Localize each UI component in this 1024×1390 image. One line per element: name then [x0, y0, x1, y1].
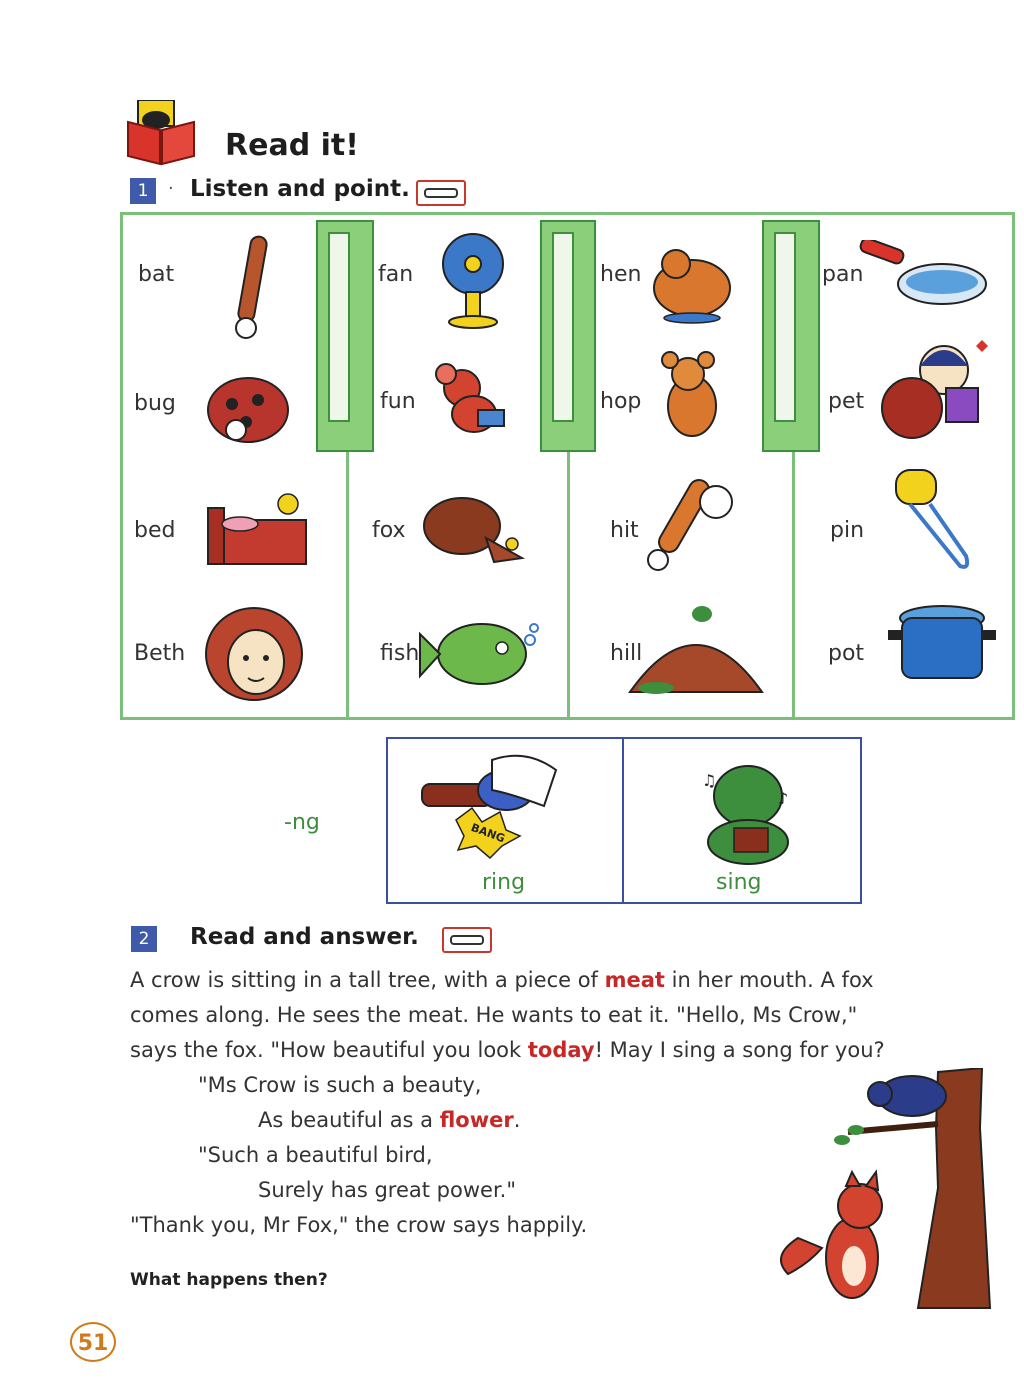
fish-icon: [418, 614, 540, 694]
svg-text:♫: ♫: [702, 771, 717, 790]
story-line-8: "Thank you, Mr Fox," the crow says happily.: [130, 1213, 588, 1237]
grid-divider: [346, 440, 349, 720]
cassette-tape-icon[interactable]: [416, 180, 466, 206]
story-line-2: comes along. He sees the meat. He wants to eat it. "Hello, Ms Crow,": [130, 1003, 858, 1027]
hill-icon: [626, 604, 766, 694]
fan-icon: [436, 230, 510, 330]
story-line-3: says the fox. "How beautiful you look today! May I sing a song for you?: [130, 1038, 885, 1062]
section-heading-read: Read and answer.: [190, 924, 419, 950]
bell-ring-icon: [416, 750, 572, 862]
section-number-2: 2: [131, 926, 157, 952]
section-number-1: 1: [130, 178, 156, 204]
bullet-dot: ·: [168, 178, 174, 199]
mouse-fun-icon: [428, 352, 520, 452]
word-bug: bug: [134, 391, 176, 416]
green-divider-bar: [316, 220, 374, 452]
song-line-2: As beautiful as a flower.: [258, 1108, 521, 1132]
fox-icon: [416, 488, 530, 570]
boy-with-pet-icon: [872, 330, 996, 444]
word-hill: hill: [610, 641, 643, 666]
hen-icon: [648, 240, 736, 324]
section-heading-listen: Listen and point.: [190, 176, 410, 202]
word-pot: pot: [828, 641, 865, 666]
girl-face-icon: [202, 606, 308, 704]
pot-icon: [888, 594, 996, 690]
word-ring: ring: [482, 870, 526, 895]
crow-fox-tree-illustration: [768, 1068, 994, 1314]
page-number: 51: [70, 1322, 116, 1362]
song-line-1: "Ms Crow is such a beauty,: [198, 1073, 482, 1097]
story-line-1: A crow is sitting in a tall tree, with a piece of meat in her mouth. A fox: [130, 968, 874, 992]
bat-hit-ball-icon: [640, 466, 748, 576]
word-beth: Beth: [134, 641, 186, 666]
highlight-meat: meat: [604, 968, 665, 992]
bat-icon: [222, 232, 278, 342]
word-bed: bed: [134, 518, 176, 543]
grid-divider: [567, 440, 570, 720]
ng-box-divider: [622, 737, 624, 904]
word-hit: hit: [610, 518, 639, 543]
word-pin: pin: [830, 518, 865, 543]
bed-icon: [200, 490, 312, 576]
green-divider-bar: [540, 220, 596, 452]
green-divider-bar: [762, 220, 820, 452]
song-line-4: Surely has great power.": [258, 1178, 516, 1202]
word-fan: fan: [378, 262, 414, 287]
reading-book-icon: [126, 100, 196, 166]
question-text: What happens then?: [130, 1270, 328, 1290]
safety-pin-icon: [890, 466, 972, 576]
word-pan: pan: [822, 262, 864, 287]
frog-sing-icon: [696, 746, 800, 866]
word-hop: hop: [600, 389, 642, 414]
word-sing: sing: [716, 870, 762, 895]
word-hen: hen: [600, 262, 642, 287]
grid-divider: [792, 440, 795, 720]
ng-label: -ng: [284, 810, 320, 835]
pan-icon: [858, 240, 990, 312]
bug-icon: [196, 360, 300, 452]
highlight-flower: flower: [439, 1108, 514, 1132]
song-line-3: "Such a beautiful bird,: [198, 1143, 433, 1167]
page-title: Read it!: [225, 128, 359, 163]
word-fox: fox: [372, 518, 406, 543]
cassette-tape-icon[interactable]: [442, 927, 492, 953]
svg-text:♪: ♪: [778, 789, 789, 808]
bang-text: BANG: [469, 821, 507, 846]
word-bat: bat: [138, 262, 175, 287]
word-fish: fish: [380, 641, 420, 666]
kangaroo-hop-icon: [648, 350, 738, 446]
word-pet: pet: [828, 389, 865, 414]
word-fun: fun: [380, 389, 416, 414]
highlight-today: today: [527, 1038, 595, 1062]
